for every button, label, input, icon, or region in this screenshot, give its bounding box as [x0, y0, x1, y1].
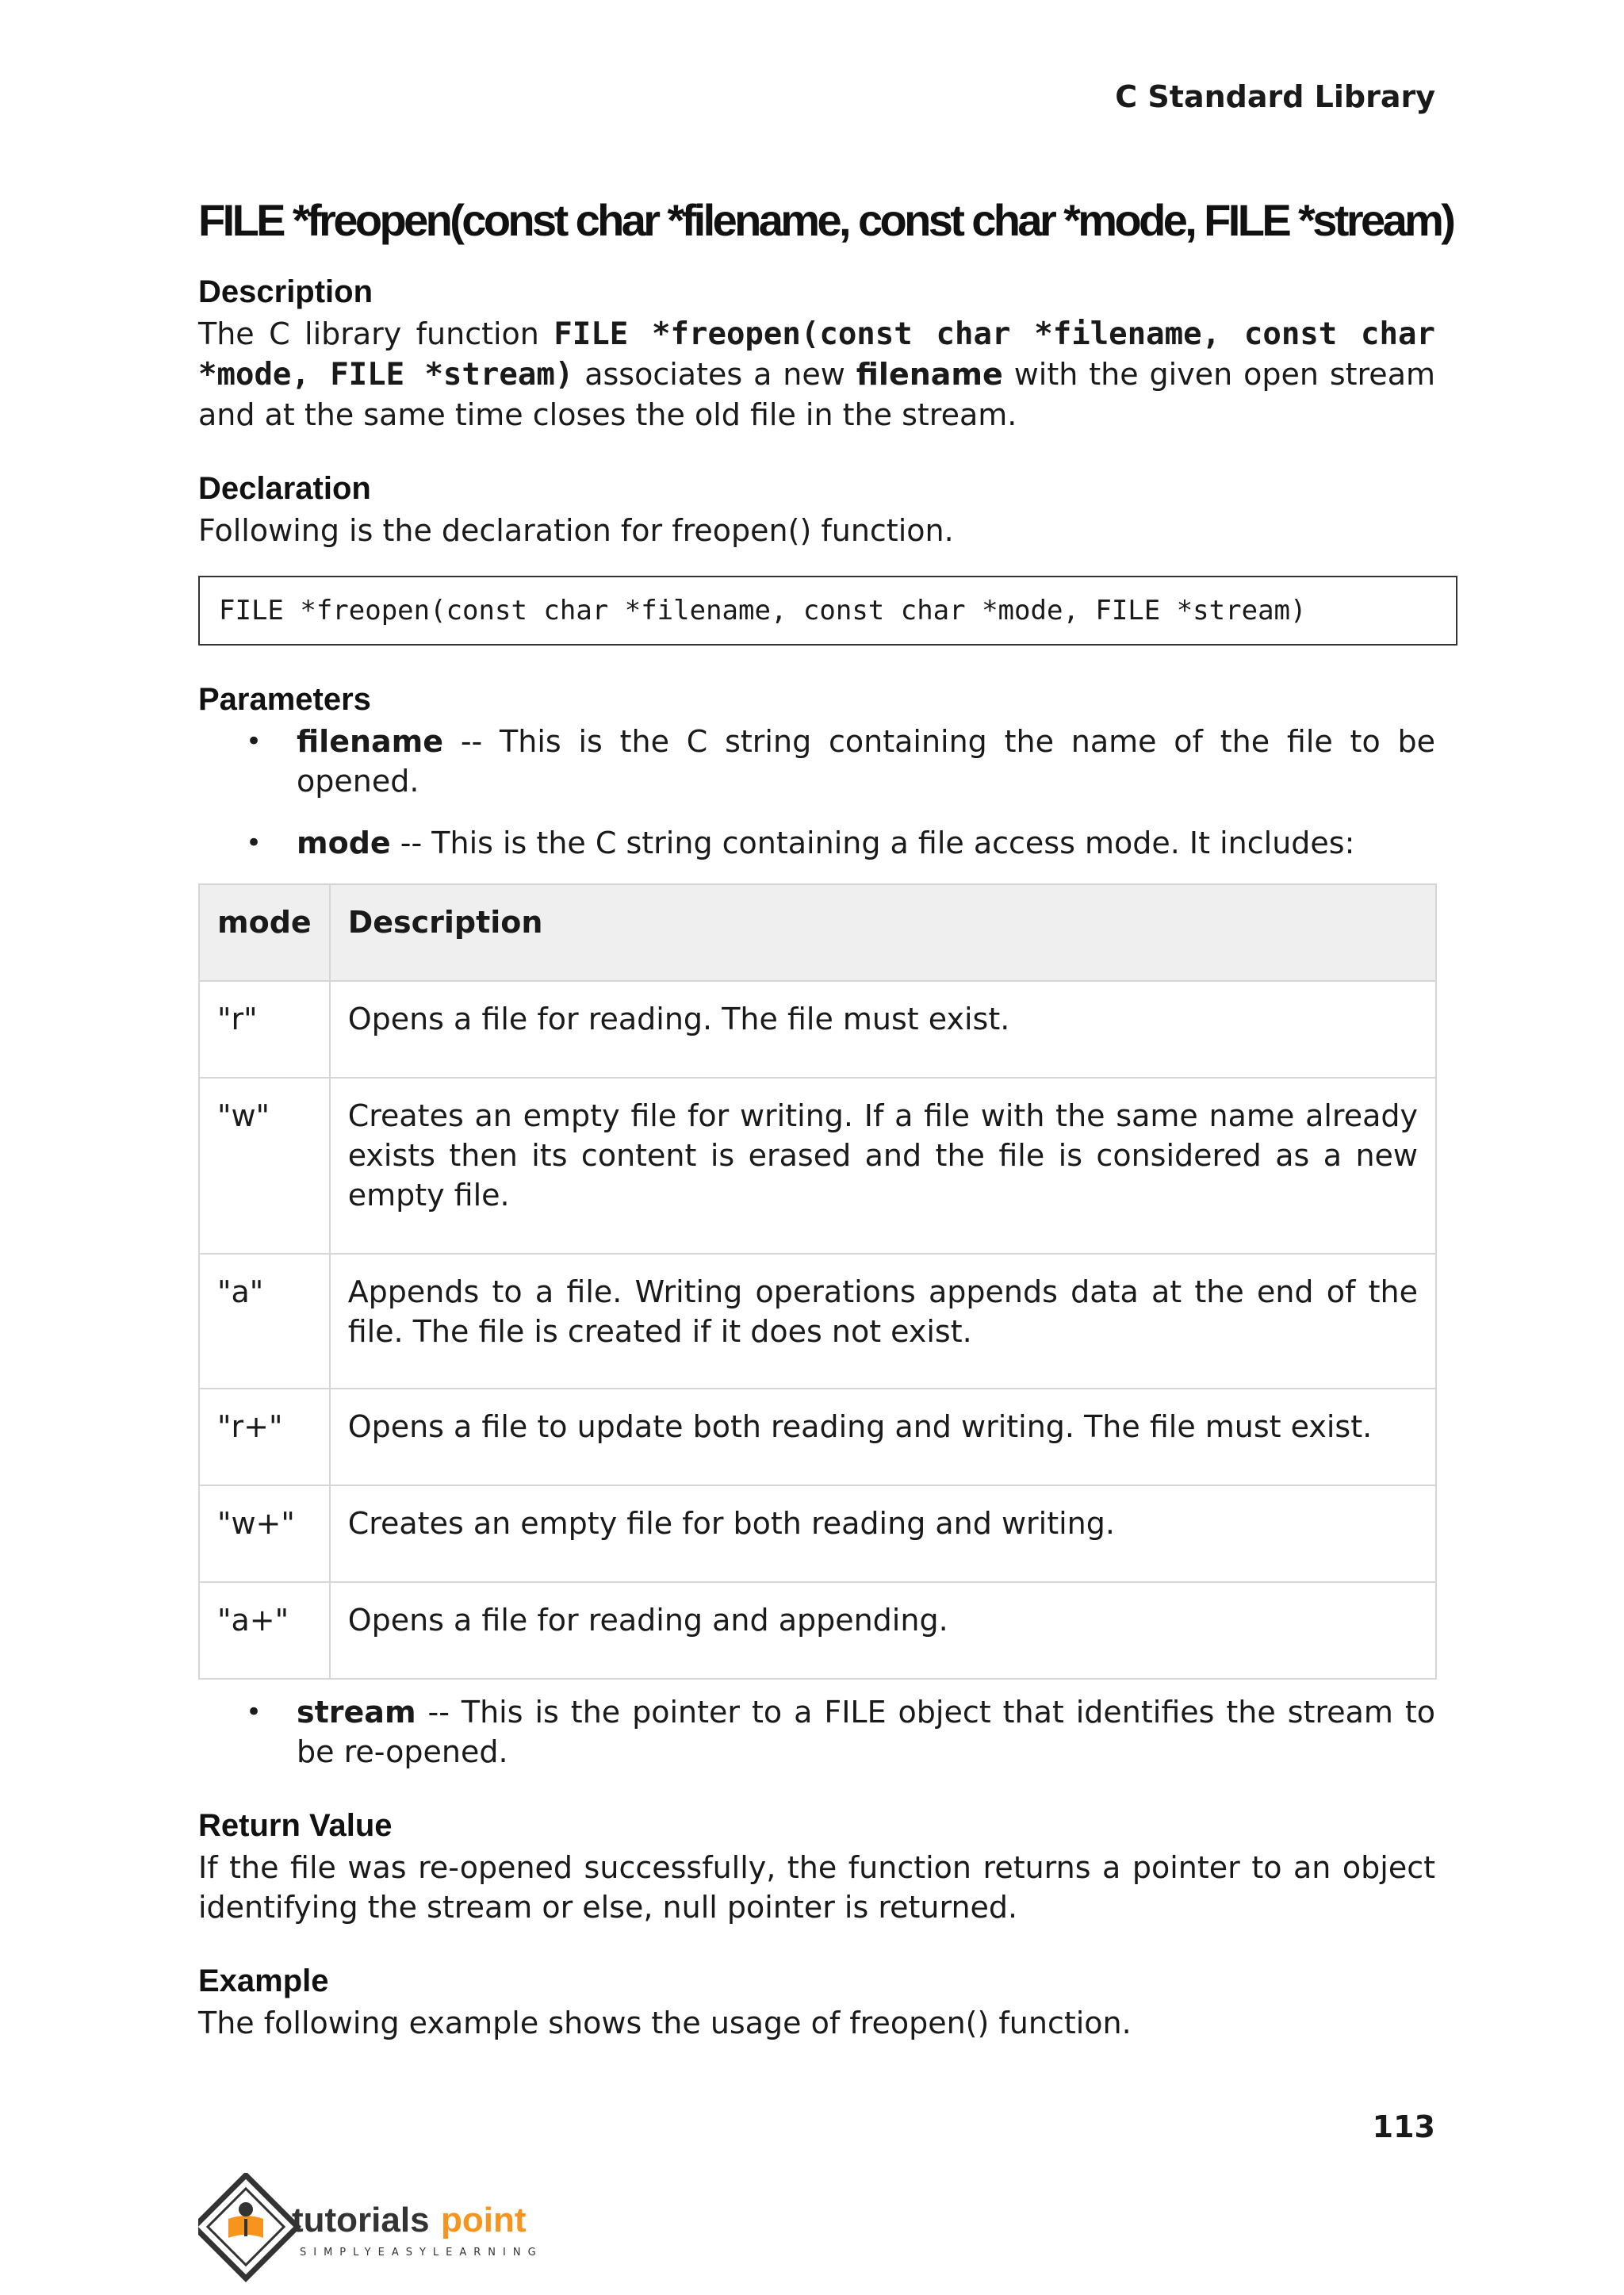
param-text: -- This is the C string containing a file access mode. It includes:	[390, 826, 1355, 860]
table-cell-mode: "r"	[199, 981, 330, 1078]
param-name: stream	[297, 1695, 416, 1730]
return-value-section	[198, 1803, 1435, 1927]
table-header-row	[199, 884, 1436, 981]
table-cell-description: Opens a file to update both reading and writing. The file must exist.	[330, 1389, 1436, 1485]
parameters-heading: Parameters	[198, 682, 371, 717]
logo-text-tutorials: tutorials	[292, 2201, 430, 2239]
description-text-3: with the given open stream and at the same time closes the old file in the stream.	[198, 357, 1435, 432]
logo-text-point: point	[441, 2201, 527, 2239]
logo-diamond-icon	[198, 2175, 297, 2278]
param-item-mode	[198, 823, 1435, 863]
example-text: The following example shows the usage of freopen() function.	[198, 2006, 1132, 2040]
param-text: -- This is the C string containing the name of the file to be opened.	[297, 724, 1435, 799]
table-row	[199, 1485, 1436, 1582]
declaration-text: Following is the declaration for freopen() function.	[198, 513, 954, 548]
parameters-list-continued	[198, 1692, 1435, 1772]
description-section	[198, 270, 1435, 435]
return-value-heading: Return Value	[198, 1808, 393, 1843]
running-header: C Standard Library	[1115, 79, 1435, 114]
declaration-section	[198, 466, 1435, 646]
page-number: 113	[1372, 2109, 1435, 2144]
tutorialspoint-logo	[198, 2173, 579, 2284]
declaration-code-block: FILE *freopen(const char *filename, const char *mode, FILE *stream)	[198, 576, 1457, 646]
table-cell-mode: "a"	[199, 1254, 330, 1389]
bullet-icon: •	[246, 726, 262, 757]
example-section	[198, 1959, 1435, 2043]
table-row	[199, 1582, 1436, 1679]
bullet-icon: •	[246, 1696, 262, 1728]
bullet-icon: •	[246, 827, 262, 859]
description-text-1: The C library function	[198, 316, 554, 351]
mode-table	[198, 883, 1437, 1680]
param-item-stream	[198, 1692, 1435, 1772]
description-heading: Description	[198, 274, 373, 309]
param-item-filename	[198, 722, 1435, 801]
declaration-heading: Declaration	[198, 471, 371, 506]
table-cell-mode: "w"	[199, 1078, 330, 1254]
page-title: FILE *freopen(const char *filename, const char *mode, FILE *stream)	[198, 195, 1454, 245]
param-name: filename	[297, 724, 444, 759]
example-heading: Example	[198, 1964, 329, 1998]
logo-tagline: SIMPLYEASYLEARNING	[300, 2247, 543, 2259]
table-cell-mode: "a+"	[199, 1582, 330, 1679]
table-header-description: Description	[330, 884, 1436, 981]
description-signature: FILE *freopen(const char *filename, const char *mode, FILE *stream)	[198, 316, 1435, 393]
table-cell-description: Opens a file for reading and appending.	[330, 1582, 1436, 1679]
page-content	[198, 194, 1454, 2075]
table-row	[199, 1254, 1436, 1389]
description-filename: filename	[856, 357, 1003, 392]
param-name: mode	[297, 826, 391, 860]
table-header-mode: mode	[199, 884, 330, 981]
parameters-section	[198, 677, 1435, 1772]
table-cell-description: Appends to a file. Writing operations appends data at the end of the file. The file is created if it does not exist.	[330, 1254, 1436, 1389]
table-cell-description: Opens a file for reading. The file must exist.	[330, 981, 1436, 1078]
logo-graphic	[198, 2173, 579, 2284]
table-cell-mode: "w+"	[199, 1485, 330, 1582]
table-row	[199, 1078, 1436, 1254]
description-text	[198, 314, 1435, 435]
table-cell-description: Creates an empty file for both reading and writing.	[330, 1485, 1436, 1582]
table-cell-description: Creates an empty file for writing. If a file with the same name already exists then its content is erased and the file is considered as a new empty file.	[330, 1078, 1436, 1254]
return-value-text: If the file was re-opened successfully, the function returns a pointer to an object identifying the stream or else, null pointer is returned.	[198, 1850, 1435, 1925]
param-text: -- This is the pointer to a FILE object that identifies the stream to be re-opened.	[297, 1695, 1435, 1769]
description-text-2: associates a new	[573, 357, 856, 392]
table-row	[199, 981, 1436, 1078]
parameters-list	[198, 722, 1435, 863]
table-row	[199, 1389, 1436, 1485]
table-cell-mode: "r+"	[199, 1389, 330, 1485]
